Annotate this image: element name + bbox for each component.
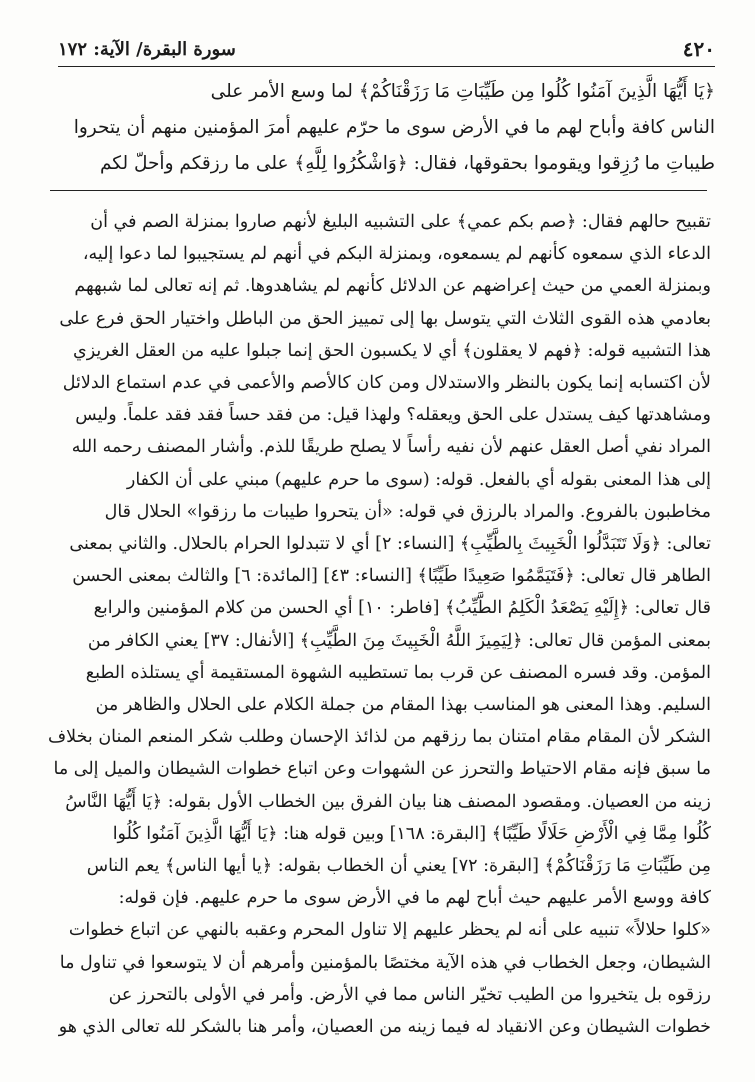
commentary-line: بعادمي هذه القوى الثلاث التي يتوسل بها إلى تمييز الحق من الباطل واختيار الحق فرع على [59,308,711,329]
commentary-text [46,206,711,1043]
main-text-line: ﴿يَا أَيُّهَا الَّذِينَ آمَنُوا كُلُوا مِن طَيِّبَاتِ مَا رَزَقْنَاكُمْ﴾ لما وسع الأمر على [210,81,715,102]
commentary-line: الشيطان، وجعل الخطاب في هذه الآية مختصًا بالمؤمنين وأمرهم أن لا يتوسعوا في تناول ما [59,952,711,973]
main-text-line: طيباتِ ما رُزِقوا ويقوموا بحقوقها، فقال: ﴿وَاشْكُرُوا لِلَّهِ﴾ على ما رزقكم وأحلّ لكم [99,153,715,174]
tafsir-main-text [58,74,715,182]
commentary-line: ومشاهدتها كيف يستدل على الحق ويعقله؟ ولهذا قيل: من فقد حساً فقد فقد علماً. وليس [75,405,711,426]
main-text-line: الناس كافة وأباح لهم ما في الأرض سوى ما حرّم عليهم أمرَ المؤمنين منهم أن يتحروا [73,117,715,138]
page-number: ٤٢٠ [682,37,715,61]
surah-verse-reference: سورة البقرة/ الآية: ١٧٢ [58,38,236,60]
commentary-line: لأن اكتسابه إنما يكون بالنظر والاستدلال ومن كان كالأصم والأعمى في عدم استماع الدلائل [62,373,711,394]
commentary-line: خطوات الشيطان وعن الانقياد له فيما زينه من العصيان، وأمر هنا بالشكر لله تعالى الذي هو [58,1017,711,1038]
commentary-line: كافة ووسع الأمر عليهم حيث أباح لهم ما في الأرض سوى ما حرم عليهم. فإن قوله: [118,888,711,909]
commentary-line: مِن طَيِّبَاتِ مَا رَزَقْنَاكُمْ﴾ [البقرة: ٧٢] يعني أن الخطاب بقوله: ﴿يا أيها الناس﴾ يعم الناس [86,856,711,877]
commentary-line: كُلُوا مِمَّا فِي الْأَرْضِ حَلَالًا طَيِّبًا﴾ [البقرة: ١٦٨] وبين قوله هنا: ﴿يَا أَيُّهَا الَّذِينَ آمَنُوا كُلُوا [112,823,711,844]
commentary-line: المراد نفي أصل العقل عنهم لأن نفيه رأساً لا يصلح طريقًا للذم. وأشار المصنف رحمه الله [71,437,711,458]
section-divider [50,190,707,191]
commentary-line: إلى هذا المعنى بقوله أي بالفعل. قوله: (سوى ما حرم عليهم) مبني على أن الكفار [126,469,711,490]
commentary-line: وبمنزلة العمي من حيث إعراضهم عن الدلائل كأنهم لم يشاهدوها. ثم إنه تعالى لما شبههم [74,276,711,297]
commentary-line: هذا التشبيه قوله: ﴿فهم لا يعقلون﴾ أي لا يكسبون الحق إنما جبلوا عليه من العقل الغريزي [73,340,711,361]
commentary-line: السليم. وهذا المعنى هو المناسب بهذا المقام من جملة الكلام على الحلال والظاهر من [95,695,711,716]
commentary-line: بمعنى المؤمن قال تعالى: ﴿لِيَمِيزَ اللَّهُ الْخَبِيثَ مِنَ الطَّيِّبِ﴾ [الأنفال: ٣٧] يعني الكافر من [87,630,711,651]
commentary-line: الطاهر قال تعالى: ﴿فَتَيَمَّمُوا صَعِيدًا طَيِّبًا﴾ [النساء: ٤٣] [المائدة: ٦] والثالث بمعنى الحسن [72,566,711,587]
page-header [58,32,715,67]
commentary-line: الشكر لأن المقام مقام امتنان بما رزقهم من لذائذ الإحسان وطلب شكر المنعم المنان بخلاف [48,727,711,748]
commentary-line: تقبيح حالهم فقال: ﴿صم بكم عمي﴾ على التشبيه البليغ لأنهم صاروا بمنزلة الصم في أن [90,212,711,232]
commentary-line: تعالى: ﴿وَلَا تَتَبَدَّلُوا الْخَبِيثَ بِالطَّيِّبِ﴾ [النساء: ٢] أي لا تتبدلوا الحرام بالحلال. والثاني بمعنى [69,534,711,555]
commentary-line: رزقوه بل يتخيروا من الطيب تخيّر الناس مما في الأرض. وأمر في الأولى بالتحرز عن [108,984,711,1005]
commentary-line: ما سبق فإنه مقام الاحتياط والتحرز عن الشهوات وعن اتباع خطوات الشيطان والميل إلى ما [53,759,711,780]
commentary-line: «كلوا حلالاً» تنبيه على أنه لم يحظر عليهم إلا تناول المحرم وعقبه بالنهي عن اتباع خطوات [68,920,711,941]
commentary-line: الدعاء الذي سمعوه كأنهم لم يسمعوه، وبمنزلة البكم في أنهم لم يستجيبوا لما دعوا إليه، [82,244,711,265]
commentary-line: زينه من العصيان. ومقصود المصنف هنا بيان الفرق بين الخطاب الأول بقوله: ﴿يَا أَيُّهَا النَّاسُ [65,791,711,812]
commentary-line: قال تعالى: ﴿إِلَيْهِ يَصْعَدُ الْكَلِمُ الطَّيِّبُ﴾ [فاطر: ١٠] أي الحسن من كلام المؤمنين والرابع [93,598,711,619]
commentary-line: المؤمن. وقد فسره المصنف عن قرب بما تستطيبه الشهوة المستقيمة أي يستلذه الطبع [85,662,711,683]
commentary-line: مخاطبون بالفروع. والمراد بالرزق في قوله: «أن يتحروا طيبات ما رزقوا» الحلال قال [104,501,711,522]
